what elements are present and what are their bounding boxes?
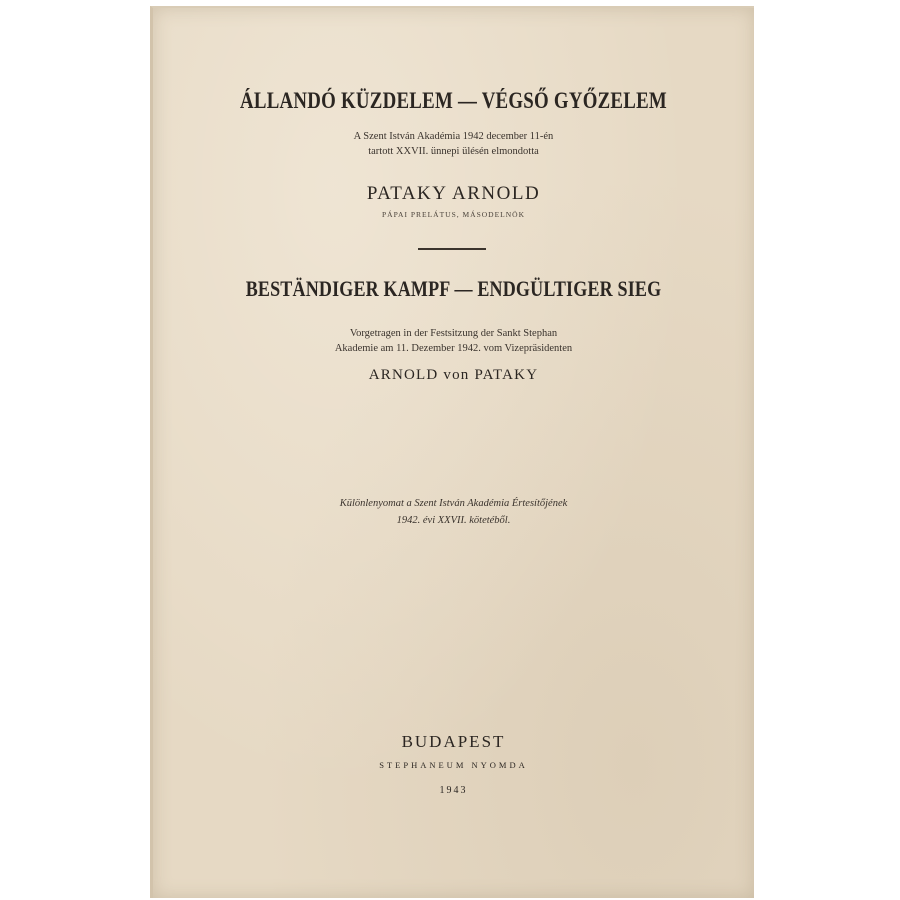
german-subtitle	[153, 326, 754, 356]
section-divider	[418, 248, 486, 250]
document-page	[150, 6, 754, 898]
german-author: ARNOLD von PATAKY	[368, 367, 539, 383]
hungarian-subtitle-line-2: tartott XXVII. ünnepi ülésén elmondotta	[368, 146, 539, 157]
german-title: BESTÄNDIGER KAMPF — ENDGÜLTIGER SIEG	[245, 276, 662, 301]
german-subtitle-line-2: Akademie am 11. Dezember 1942. vom Vizepräsidenten	[334, 343, 573, 354]
german-subtitle-line-1: Vorgetragen in der Festsitzung der Sankt Stephan	[349, 328, 558, 339]
hungarian-subtitle-line-1: A Szent István Akadémia 1942 december 11-én	[353, 131, 554, 142]
hungarian-subtitle	[153, 129, 754, 159]
imprint-city: BUDAPEST	[401, 732, 506, 751]
offprint-line-2: 1942. évi XXVII. kötetéből.	[396, 515, 511, 526]
hungarian-title: ÁLLANDÓ KÜZDELEM — VÉGSŐ GYŐZELEM	[240, 88, 667, 113]
imprint-year: 1943	[439, 785, 468, 796]
offprint-line-1: Különlenyomat a Szent István Akadémia Értesítőjének	[339, 498, 568, 509]
offprint-note	[153, 495, 754, 529]
imprint-printer: STEPHANEUM NYOMDA	[379, 760, 528, 770]
author-role: PÁPAI PRELÁTUS, MÁSODELNÖK	[381, 210, 526, 219]
hungarian-author: PATAKY ARNOLD	[366, 183, 541, 204]
